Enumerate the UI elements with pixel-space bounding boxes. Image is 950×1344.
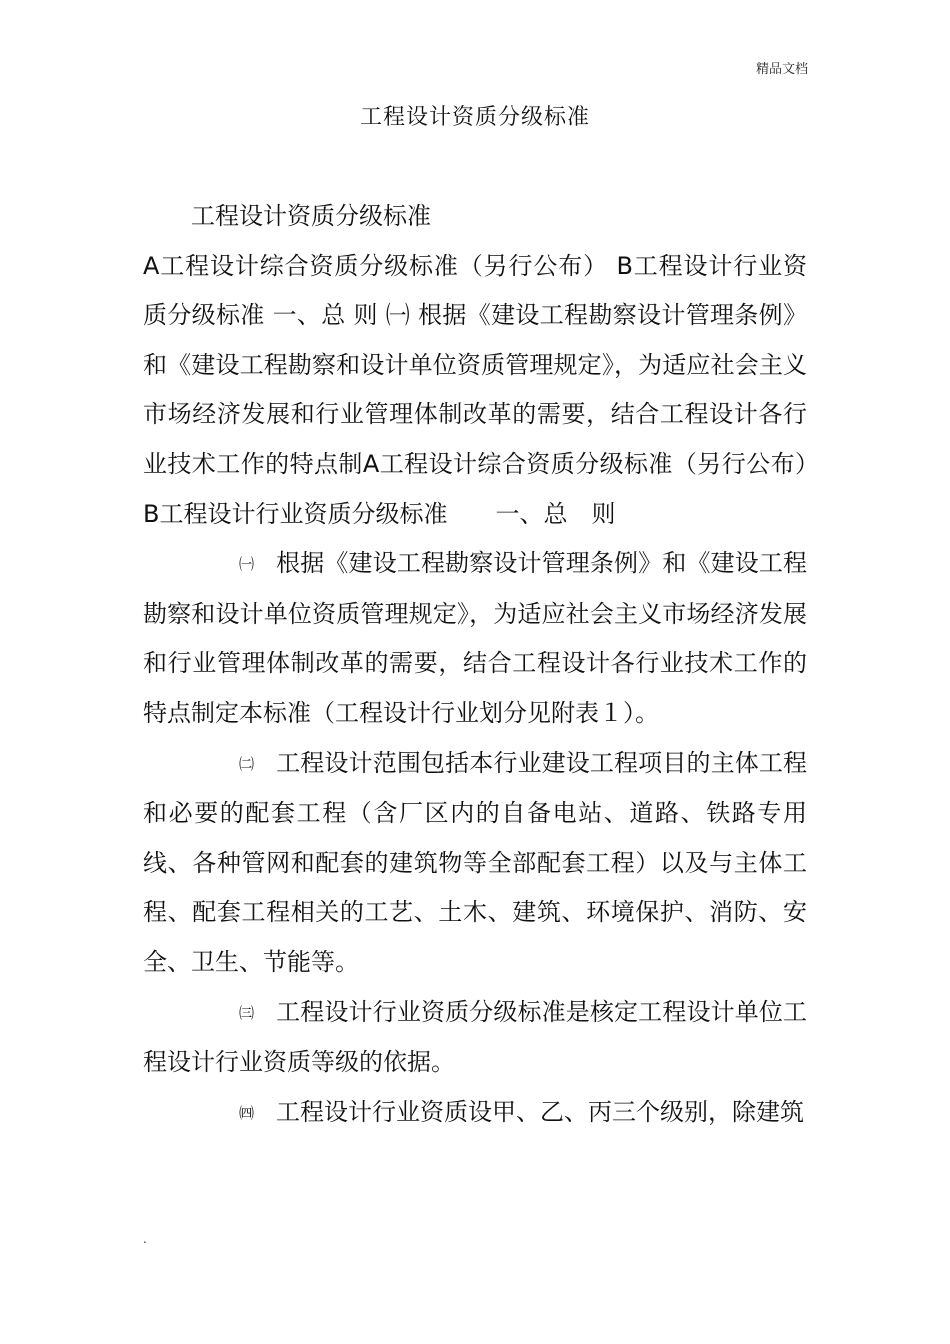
section-paragraph-2 [143,739,807,988]
document-body [143,192,807,1138]
section-number: ㈡ [239,754,255,773]
document-title: 工程设计资质分级标准 [359,105,590,130]
document-subtitle: 工程设计资质分级标准 [191,202,431,230]
header-mark: 精品文档 [755,62,808,77]
section-number: ㈢ [239,1003,255,1022]
intro-paragraph: A工程设计综合资质分级标准（另行公布） B工程设计行业资质分级标准 一、总 则 ㈠ 根据《建设工程勘察设计管理条例》和《建设工程勘察和设计单位资质管理规定》，为适应社会主义市场经济发展和行业管理体制改革的需要，结合工程设计各行业技术工作的特点制A工程设计综合资质分级标准（另行公布）B工程设计行业资质分级标准 一、总 则 [143,251,807,528]
section-paragraph-1 [143,539,807,738]
section-paragraph-4 [143,1088,807,1139]
section-text: 根据《建设工程勘察设计管理条例》和《建设工程勘察和设计单位资质管理规定》，为适应社会主义市场经济发展和行业管理体制改革的需要，结合工程设计各行业技术工作的特点制定本标准（工程设计行业划分见附表１）。 [143,549,807,727]
footer-mark: . [143,1232,147,1246]
section-paragraph-3 [143,988,807,1088]
section-number: ㈠ [239,555,255,574]
section-text: 工程设计范围包括本行业建设工程项目的主体工程和必要的配套工程（含厂区内的自备电站、道路、铁路专用线、各种管网和配套的建筑物等全部配套工程）以及与主体工程、配套工程相关的工艺、土木、建筑、环境保护、消防、安全、卫生、节能等。 [143,748,807,976]
section-number: ㈣ [239,1103,255,1122]
section-text: 工程设计行业资质设甲、乙、丙三个级别，除建筑 [276,1097,805,1126]
section-text: 工程设计行业资质分级标准是核定工程设计单位工程设计行业资质等级的依据。 [143,997,807,1077]
